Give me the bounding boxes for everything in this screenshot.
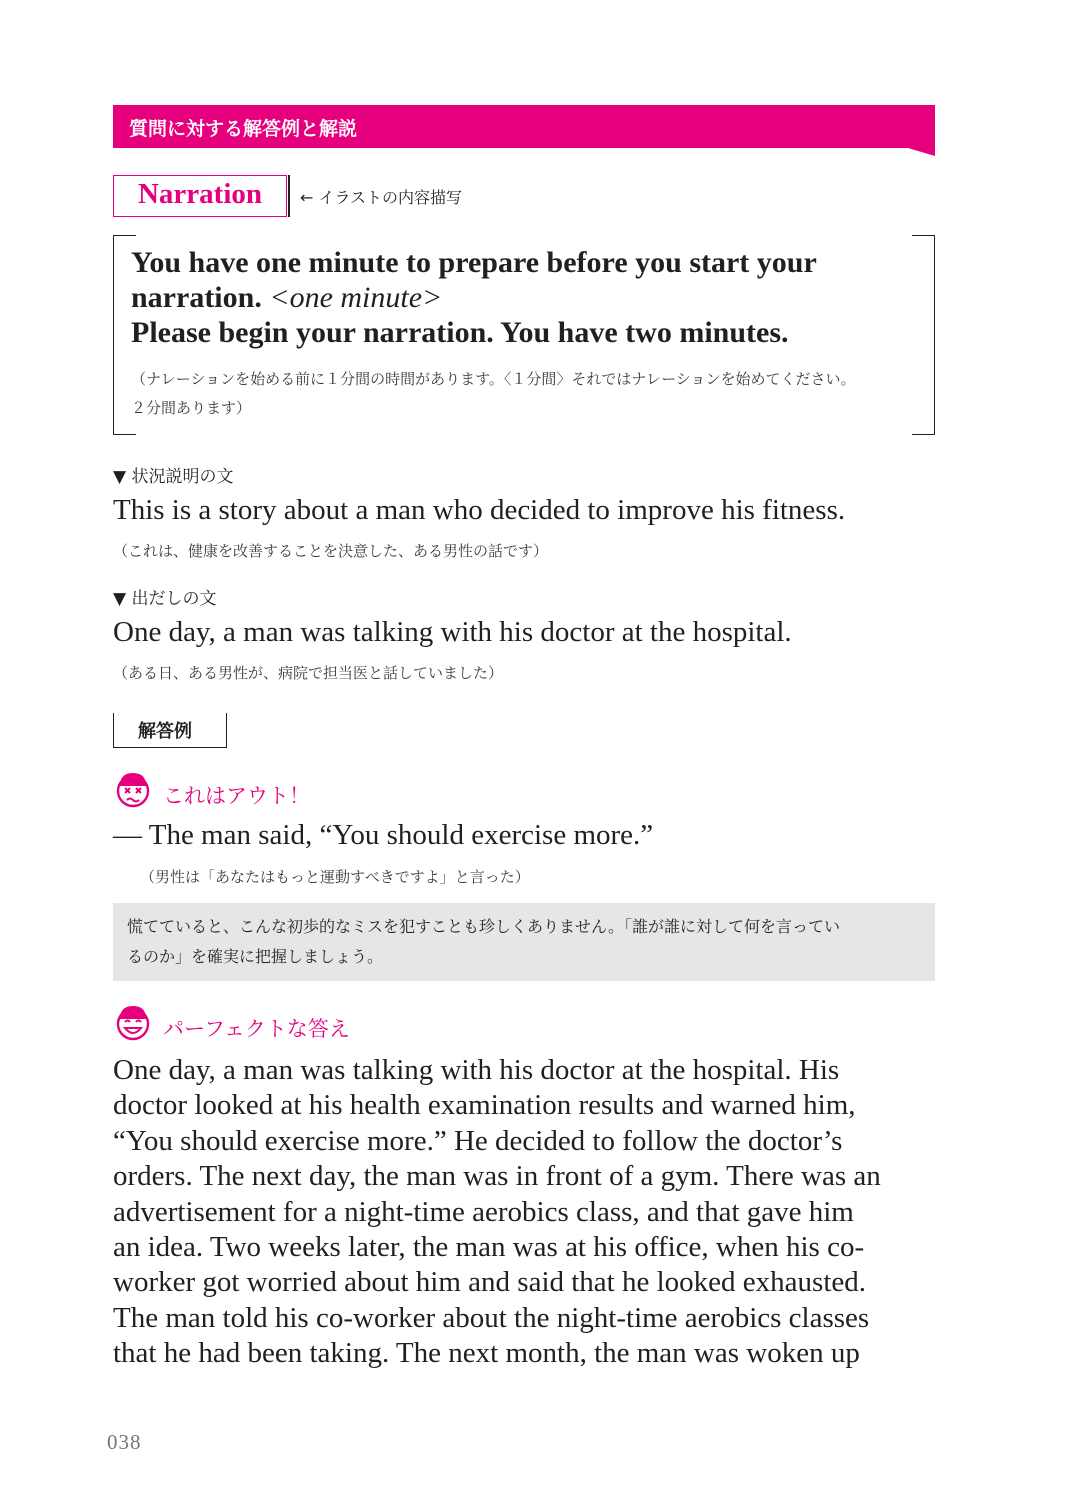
narration-note: ← イラストの内容描写 bbox=[300, 188, 463, 207]
prompt-jp-line-1: （ナレーションを始める前に１分間の時間があります。〈１分間〉それではナレーションを始めてください。 bbox=[131, 370, 856, 388]
bad-example-title: これはアウト！ bbox=[163, 784, 310, 808]
situation-label: ▼ 状況説明の文 bbox=[113, 467, 234, 487]
situation-japanese: （これは、健康を改善することを決意した、ある男性の話です） bbox=[113, 542, 549, 560]
answer-line: One day, a man was talking with his doctor at the hospital. His bbox=[113, 1054, 840, 1086]
prompt-line-1: You have one minute to prepare before you start your bbox=[131, 246, 817, 279]
mistake-note-line-1: 慌てていると、こんな初歩的なミスを犯すことも珍しくありません。「誰が誰に対して何を言ってい bbox=[127, 917, 840, 936]
section-title: 質問に対する解答例と解説 bbox=[129, 118, 358, 140]
opening-english: One day, a man was talking with his doctor at the hospital. bbox=[113, 616, 792, 648]
prompt-line-2a: narration. bbox=[131, 281, 270, 314]
perfect-answer-title: パーフェクトな答え bbox=[163, 1017, 350, 1041]
narration-label: Narration bbox=[137, 178, 263, 210]
prompt-line-3: Please begin your narration. You have two minutes. bbox=[131, 316, 789, 349]
mistake-note-line-2: るのか」を確実に把握しましょう。 bbox=[127, 947, 384, 966]
answer-line: “You should exercise more.” He decided to follow the doctor’s bbox=[113, 1124, 843, 1157]
mistake-note-box bbox=[113, 903, 935, 981]
prompt-jp-line-2: ２分間あります） bbox=[131, 399, 252, 417]
bad-example-english: — The man said, “You should exercise more.” bbox=[113, 819, 654, 851]
smiling-face-icon bbox=[113, 1003, 153, 1043]
situation-english: This is a story about a man who decided to improve his fitness. bbox=[113, 494, 846, 526]
perfect-answer-text bbox=[113, 1053, 943, 1372]
narration-label-box bbox=[113, 175, 287, 217]
dizzy-face-icon bbox=[113, 770, 153, 810]
answer-line: The man told his co-worker about the night-time aerobics classes bbox=[113, 1301, 870, 1334]
answer-line: doctor looked at his health examination results and warned him, bbox=[113, 1089, 856, 1122]
answer-line: an idea. Two weeks later, the man was at his office, when his co- bbox=[113, 1231, 865, 1264]
opening-japanese: （ある日、ある男性が、病院で担当医と話していました） bbox=[113, 664, 504, 682]
prompt-line-2b: <one minute> bbox=[269, 281, 443, 314]
answer-line: orders. The next day, the man was in front of a gym. There was an bbox=[113, 1160, 881, 1193]
prompt-box bbox=[113, 235, 935, 433]
page-number: 038 bbox=[107, 1430, 142, 1454]
opening-label: ▼ 出だしの文 bbox=[113, 589, 217, 609]
header-tail-decoration bbox=[908, 148, 935, 156]
answer-line: advertisement for a night-time aerobics class, and that gave him bbox=[113, 1195, 854, 1228]
answer-label-box bbox=[113, 713, 227, 748]
answer-line: worker got worried about him and said that he looked exhausted. bbox=[113, 1266, 866, 1299]
section-header bbox=[113, 105, 935, 148]
bad-example-japanese: （男性は「あなたはもっと運動すべきですよ」と言った） bbox=[140, 868, 530, 886]
prompt-japanese bbox=[131, 365, 931, 423]
prompt-english bbox=[131, 245, 921, 350]
mistake-note bbox=[127, 912, 927, 972]
answer-line: that he had been taking. The next month, the man was woken up bbox=[113, 1337, 860, 1370]
answer-label: 解答例 bbox=[138, 721, 192, 741]
narration-divider bbox=[288, 175, 290, 217]
